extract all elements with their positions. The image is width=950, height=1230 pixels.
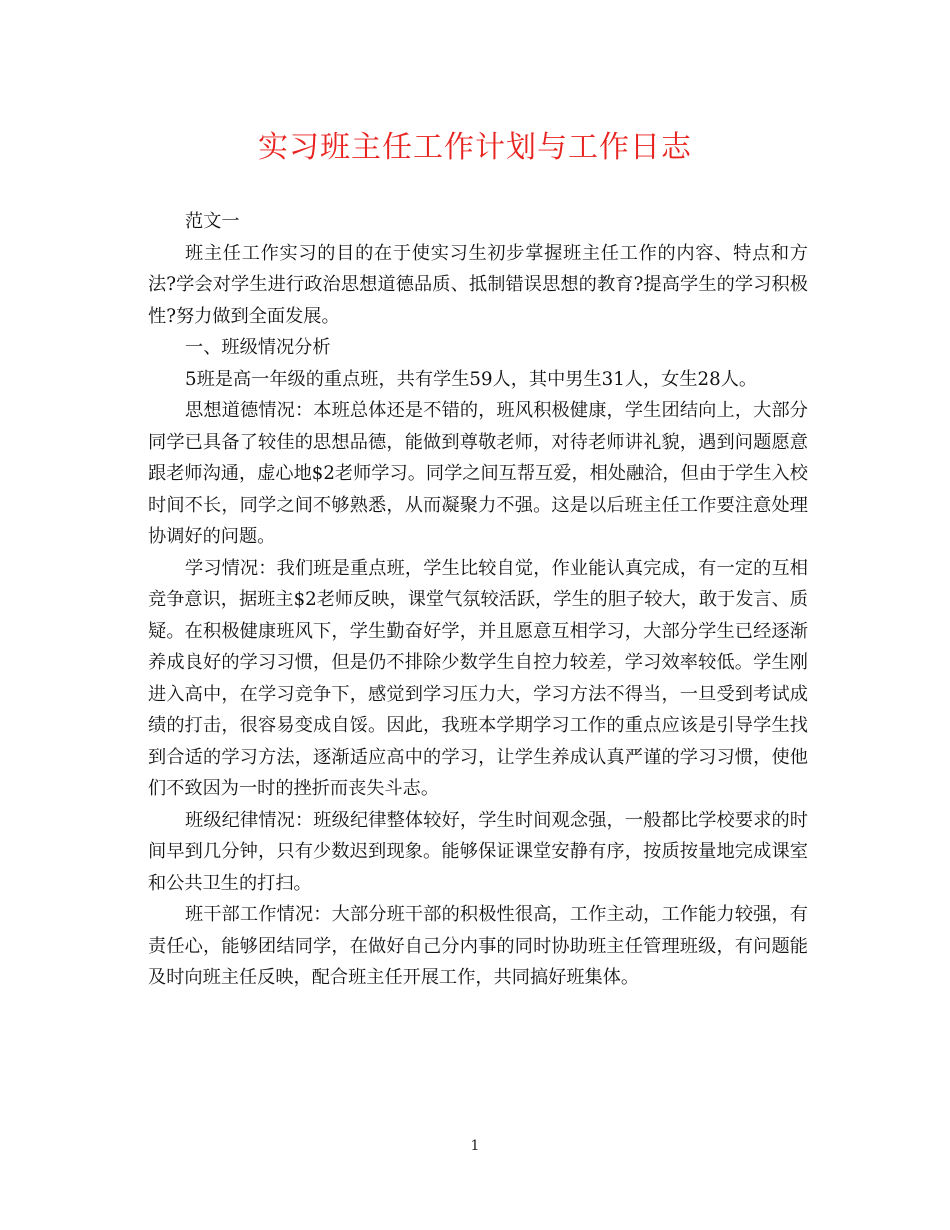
paragraph-moral-situation: 思想道德情况：本班总体还是不错的，班风积极健康，学生团结向上，大部分同学已具备了较佳的思想品德，能做到尊敬老师，对待老师讲礼貌，遇到问题愿意跟老师沟通，虚心地$2老师学习。同学之间互帮互爱，相处融洽，但由于学生入校时间不长，同学之间不够熟悉，从而凝聚力不强。这是以后班主任工作要注意处理协调好的问题。 <box>148 400 808 547</box>
paragraph-heading-fanwen: 范文一 <box>185 211 240 232</box>
section-heading-class-analysis: 一、班级情况分析 <box>185 337 331 358</box>
document-body <box>148 206 808 994</box>
document-title: 实习班主任工作计划与工作日志 <box>258 130 692 165</box>
paragraph-class-cadre-situation: 班干部工作情况：大部分班干部的积极性很高，工作主动，工作能力较强，有责任心，能够团结同学，在做好自己分内事的同时协助班主任管理班级，有问题能及时向班主任反映，配合班主任开展工作，共同搞好班集体。 <box>148 904 808 988</box>
paragraph-class-size: 5班是高一年级的重点班，共有学生59人，其中男生31人，女生28人。 <box>185 368 758 390</box>
page-number: 1 <box>470 1138 480 1154</box>
paragraph-study-situation: 学习情况：我们班是重点班，学生比较自觉，作业能认真完成，有一定的互相竞争意识，据班主$2老师反映，课堂气氛较活跃，学生的胆子较大，敢于发言、质疑。在积极健康班风下，学生勤奋好学，并且愿意互相学习，大部分学生已经逐渐养成良好的学习习惯，但是仍不排除少数学生自控力较差，学习效率较低。学生刚进入高中，在学习竞争下，感觉到学习压力大，学习方法不得当，一旦受到考试成绩的打击，很容易变成自馁。因此，我班本学期学习工作的重点应该是引导学生找到合适的学习方法，逐渐适应高中的学习，让学生养成认真严谨的学习习惯，使他们不致因为一时的挫折而丧失斗志。 <box>148 557 808 799</box>
paragraph-intro: 班主任工作实习的目的在于使实习生初步掌握班主任工作的内容、特点和方法?学会对学生进行政治思想道德品质、抵制错误思想的教育?提高学生的学习积极性?努力做到全面发展。 <box>148 242 808 327</box>
paragraph-discipline-situation: 班级纪律情况：班级纪律整体较好，学生时间观念强，一般都比学校要求的时间早到几分钟，只有少数迟到现象。能够保证课堂安静有序，按质按量地完成课室和公共卫生的打扫。 <box>148 809 808 894</box>
